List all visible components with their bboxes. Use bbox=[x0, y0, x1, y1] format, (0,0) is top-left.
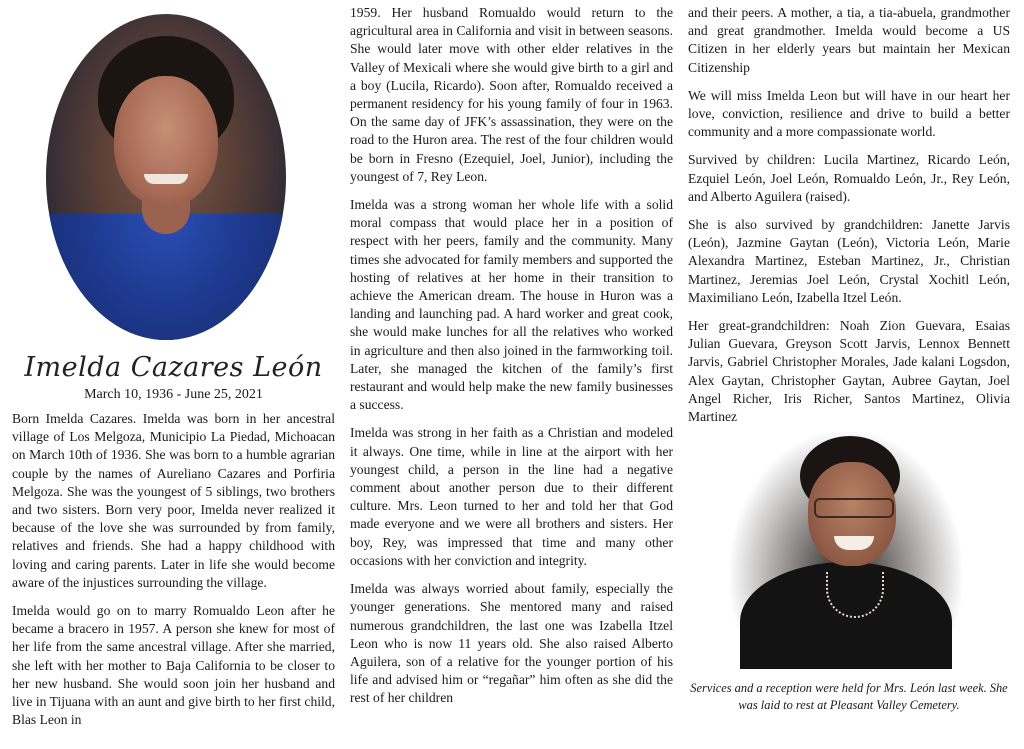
portrait-photo-oval bbox=[46, 14, 286, 340]
paragraph: Imelda was always worried about family, especially the younger generations. She mentored many and raised numerous grandchildren, the last one was Izabella Itzel Leon who is now 11 years old. She also raised Alberto Aguilera, son of a relative for the younger portion of his life and advised him or “regañar” him often as she did the rest of her children bbox=[350, 581, 673, 706]
portrait-face bbox=[114, 76, 218, 206]
laughing-portrait-photo bbox=[730, 432, 962, 669]
paragraph: Her great-grandchildren: Noah Zion Guevara, Esaias Julian Guevara, Greyson Scott Jarvis, Lennox Bennett Jarvis, Gabriel Christopher Morales, Jade kalani Logsdon, Alex Gaytan, Christopher Gaytan, Aubree Gaytan, Joel Angel Richer, Iris Richer, Santos Martinez, Olivia Martinez bbox=[688, 318, 1010, 425]
photo-caption: Services and a reception were held for Mrs. León last week. She was laid to rest at Pleasant Valley Cemetery. bbox=[690, 681, 1008, 712]
paragraph: and their peers. A mother, a tia, a tia-abuela, grandmother and great grandmother. Imelda would become a US Citizen in her elderly years but maintain her Mexican Citizenship bbox=[688, 5, 1010, 75]
paragraph: Imelda was strong in her faith as a Christian and modeled it always. One time, while in line at the airport with her youngest child, a person in the line had a negative comment about another person due to their different culture. Mrs. Leon turned to her and told her that God made everyone and we were all brothers and sisters. Her boy, Rey, was impressed that time and many other occasions with her conviction and integrity. bbox=[350, 425, 673, 568]
column-2 bbox=[350, 4, 673, 718]
paragraph: Imelda would go on to marry Romualdo Leon after he became a bracero in 1957. A person she knew for most of her life from the same ancestral village. After she married, she left with her mother to Baja California to be closer to her new husband. She would soon join her husband and live in Tijuana with an aunt and give birth to her first child, Blas Leon in bbox=[12, 603, 335, 728]
paragraph: Survived by children: Lucila Martinez, Ricardo León, Ezquiel León, Joel León, Romualdo León, Jr., Rey León, and Alberto Aguilera (raised). bbox=[688, 152, 1010, 204]
obituary-name: Imelda Cazares León bbox=[24, 352, 323, 383]
column-3 bbox=[688, 4, 1010, 436]
paragraph: We will miss Imelda Leon but will have in our heart her love, conviction, resilience and drive to build a better community and a more compassionate world. bbox=[688, 87, 1010, 140]
paragraph: Born Imelda Cazares. Imelda was born in her ancestral village of Los Melgoza, Municipio La Piedad, Michoacan on March 10th of 1936. She was born to a humble agrarian couple by the names of Aureliano Cazares and Porfiria Melgoza. She was the youngest of 5 siblings, two brothers and two sisters. Born very poor, Imelda never realized it because of the love she was surrounded by from family, relatives and friends. She had a happy childhood with loving and caring parents. Later in life she would become aware of the injustices surrounding the village. bbox=[12, 411, 335, 590]
portrait-smile bbox=[144, 174, 188, 184]
paragraph: 1959. Her husband Romualdo would return to the agricultural area in California and visit in between seasons. She would later move with other elder relatives in the Valley of Mexicali where she would give birth to a girl and a boy (Lucila, Ricardo). Soon after, Romualdo received a permanent residency for his young family of four in 1963. On the same day of JFK’s assassination, they were on the road to the Huron area. The rest of the four children would be born in Fresno (Ezequiel, Joel, Junior), including the youngest of 7, Rey Leon. bbox=[350, 5, 673, 184]
column-1 bbox=[12, 410, 335, 739]
obituary-dates: March 10, 1936 - June 25, 2021 bbox=[84, 387, 263, 402]
paragraph: She is also survived by grandchildren: Janette Jarvis (León), Jazmine Gaytan (León), Victoria León, Marie Alexandra Martinez, Esteban Martinez, Jr., Christian Martinez, Jeremias Joel León, Crystal Xochitl León, Maximiliano León, Izabella Itzel León. bbox=[688, 217, 1010, 305]
photo-glasses bbox=[814, 498, 894, 518]
paragraph: Imelda was a strong woman her whole life with a solid moral compass that would place her in a position of respect with her peers, family and the community. Many times she advocated for family members and supported the hosting of relatives at her home in their transition to achieve the American dream. The house in Huron was a landing and launching pad. A hard worker and great cook, she would make lunches for all the relatives who worked in agriculture and then also joined in the farmworking toil. Later, she managed the kitchen of the family’s first restaurant and would help make the new family businesses a success. bbox=[350, 197, 673, 413]
